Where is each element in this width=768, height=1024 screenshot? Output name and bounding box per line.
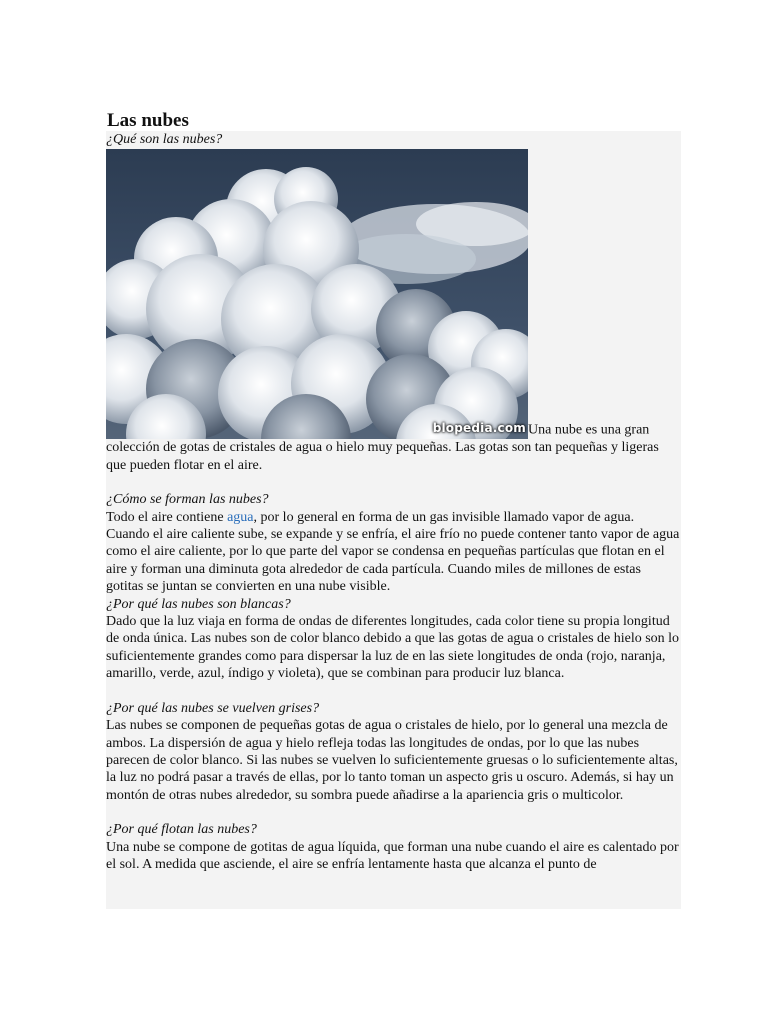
paragraph-por-que-flotan: Una nube se compone de gotitas de agua líquida, que forman una nube cuando el aire es calentado por el sol. A medida que asciende, el aire se enfría lentamente hasta que alcanza el punto de [106, 839, 679, 872]
paragraph-que-son: blopedia.com Una nube es una gran colección de gotas de cristales de agua o hielo muy pequeñas. Las gotas son tan pequeñas y ligeras que pueden flotar en el aire. [106, 148, 681, 474]
cloud-photo-icon [106, 149, 528, 439]
paragraph-por-que-grises: Las nubes se componen de pequeñas gotas de agua o cristales de hielo, por lo general una mezcla de ambos. La dispersión de agua y hielo refleja todas las longitudes de ondas, por lo que las nubes parecen de color blanco. Si las nubes se vuelven lo suficientemente gruesas o lo suficientemente altas, la luz no podrá pasar a través de ellas, por lo tanto toman un aspecto gris u oscuro. Además, si hay un montón de otras nubes alrededor, su sombra puede añadirse a la apariencia gris o multicolor. [106, 718, 678, 803]
paragraph-como-se-forman: Todo el aire contiene agua, por lo general en forma de un gas invisible llamado vapor de agua. Cuando el aire caliente sube, se expande y se enfría, el aire frío no puede contener tanto vapor de agua como el aire caliente, por lo que parte del vapor se condensa en pequeñas partículas que flotan en el aire y forman una diminuta gota alrededor de cada partícula. Cuando miles de millones de estas gotitas se juntan se convierten en una nube visible. [106, 509, 680, 595]
heading-por-que-grises: ¿Por qué las nubes se vuelven grises? [106, 700, 320, 716]
heading-como-se-forman: ¿Cómo se forman las nubes? [106, 492, 269, 508]
agua-link[interactable]: agua [227, 509, 254, 525]
heading-por-que-blancas: ¿Por qué las nubes son blancas? [106, 596, 291, 612]
heading-que-son: ¿Qué son las nubes? [106, 132, 223, 147]
image-watermark: blopedia.com [432, 421, 526, 435]
page-title: Las nubes [107, 110, 189, 131]
article-body [106, 131, 681, 909]
paragraph-por-que-blancas: Dado que la luz viaja en forma de ondas de diferentes longitudes, cada color tiene su propia longitud de onda única. Las nubes son de color blanco debido a que las gotas de agua o cristales de hielo son lo suficientemente grandes como para dispersar la luz de en las siete longitudes de onda (rojo, naranja, amarillo, verde, azul, índigo y violeta), que se combinan para producir luz blanca. [106, 614, 680, 682]
heading-por-que-flotan: ¿Por qué flotan las nubes? [106, 822, 257, 838]
